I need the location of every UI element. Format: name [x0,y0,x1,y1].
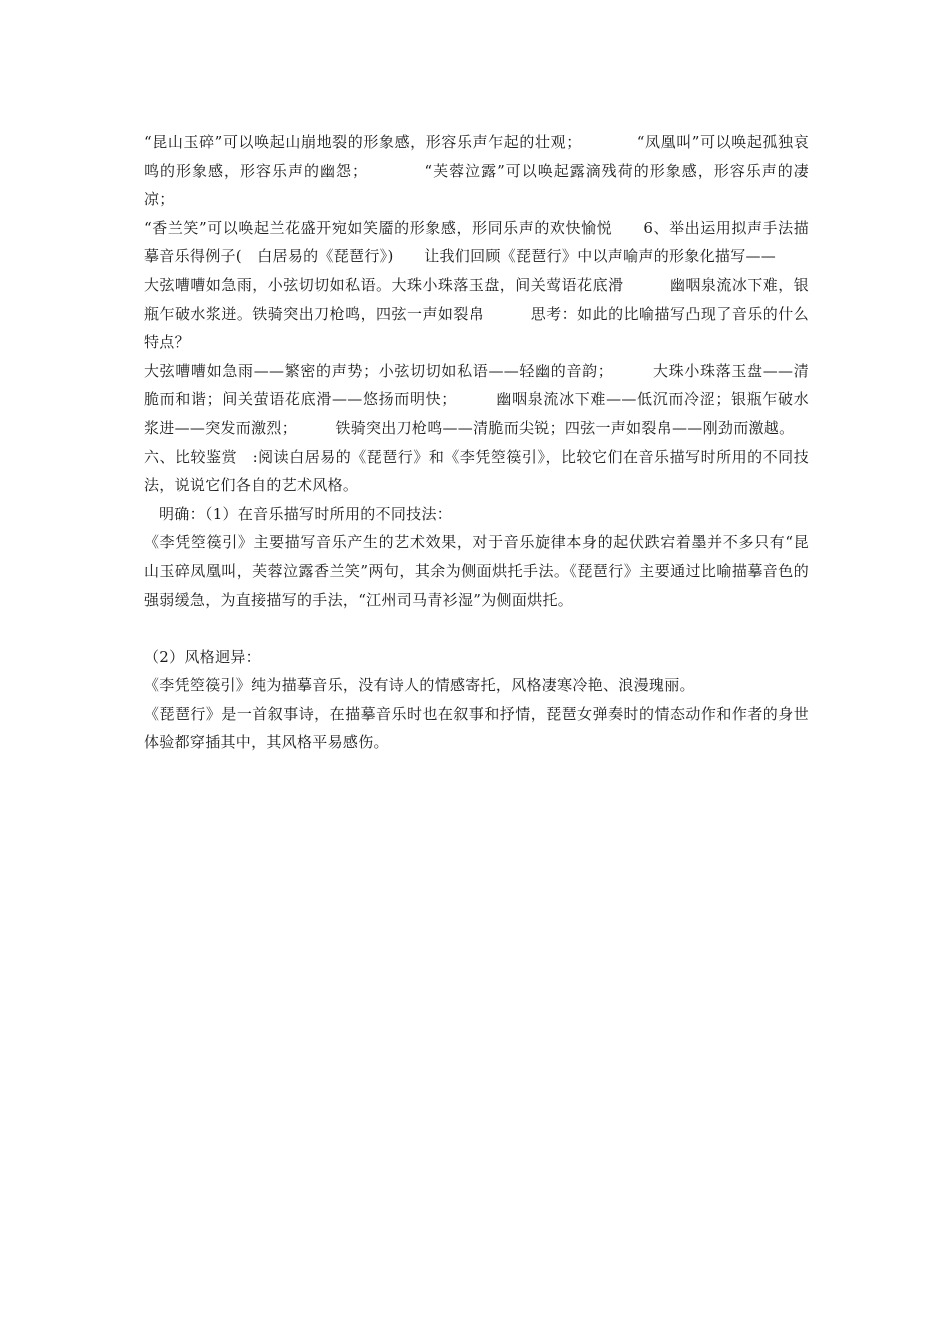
paragraph-imagery-1: “昆山玉碎”可以唤起山崩地裂的形象感，形容乐声乍起的壮观； “凤凰叫”可以唤起孤独哀鸣的形象感，形容乐声的幽怨； “芙蓉泣露”可以唤起露滴残荷的形象感，形容乐声的凄凉； [144,133,809,209]
section-six-heading: 六、比较鉴赏 :阅读白居易的《琵琶行》和《李凭箜篌引》，比较它们在音乐描写时所用的不同技法，说说它们各自的艺术风格。 [144,447,809,495]
paragraph-poem-analysis: 大弦嘈嘈如急雨——繁密的声势；小弦切切如私语——轻幽的音韵； 大珠小珠落玉盘——清脆而和谐；间关萤语花底滑——悠扬而明快； 幽咽泉流冰下难——低沉而冷涩；银瓶乍破水浆进——突发而激烈； 铁骑突出刀枪鸣——清脆而尖锐；四弦一声如裂帛——刚劲而激越。 [144,361,809,437]
paragraph-poem-quote: 大弦嘈嘈如急雨，小弦切切如私语。大珠小珠落玉盘，间关莺语花底滑 幽咽泉流冰下难，银瓶乍破水浆迸。铁骑突出刀枪鸣，四弦一声如裂帛 思考：如此的比喻描写凸现了音乐的什么特点？ [144,275,809,352]
paragraph-style-li-ping: 《李凭箜篌引》纯为描摹音乐，没有诗人的情感寄托，风格凄寒冷艳、浪漫瑰丽。 [144,676,695,695]
answer-heading: 明确：（1）在音乐描写时所用的不同技法： [159,504,453,523]
blank-line [144,614,809,643]
document-body [144,128,809,757]
style-heading: （2）风格迥异： [144,647,261,666]
paragraph-techniques: 《李凭箜篌引》主要描写音乐产生的艺术效果，对于音乐旋律本身的起伏跌宕着墨并不多只有“昆山玉碎凤凰叫，芙蓉泣露香兰笑”两句，其余为侧面烘托手法。《琵琶行》主要通过比喻描摹音色的强弱缓急，为直接描写的手法，“江州司马青衫湿”为侧面烘托。 [144,533,809,609]
paragraph-style-pipa: 《琵琶行》是一首叙事诗，在描摹音乐时也在叙事和抒情，琵琶女弹奏时的情态动作和作者的身世体验都穿插其中，其风格平易感伤。 [144,704,809,752]
paragraph-imagery-2: “香兰笑”可以唤起兰花盛开宛如笑靥的形象感，形同乐声的欢快愉悦 6、举出运用拟声手法描摹音乐得例子( 白居易的《琵琶行》) 让我们回顾《琵琶行》中以声喻声的形象化描写—— [144,218,809,266]
